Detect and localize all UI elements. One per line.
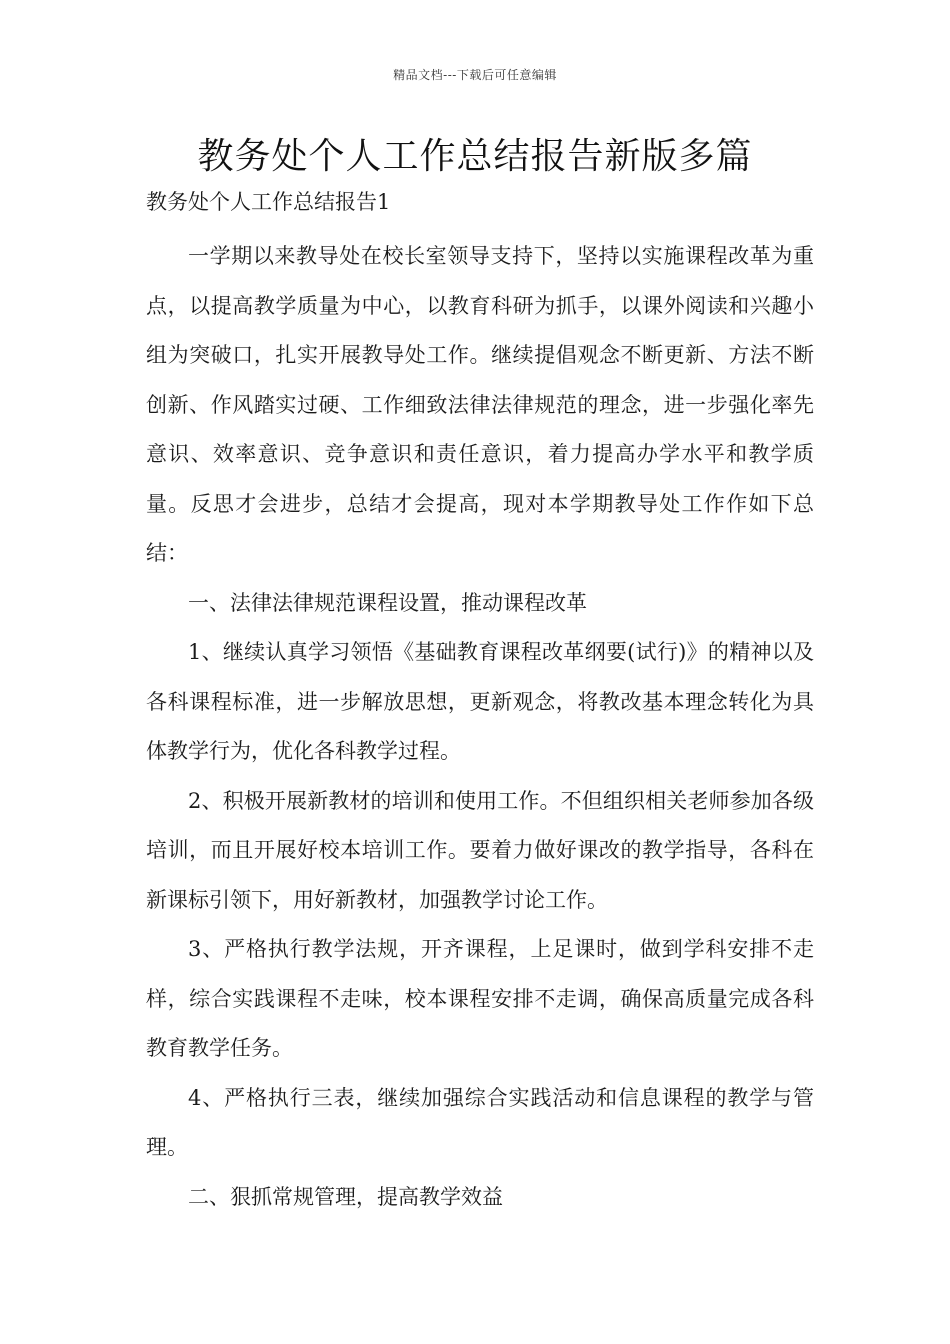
paragraph-item-4: 4、严格执行三表，继续加强综合实践活动和信息课程的教学与管理。 <box>146 1085 814 1159</box>
paragraph-item-3: 3、严格执行教学法规，开齐课程，上足课时，做到学科安排不走样，综合实践课程不走味，校本课程安排不走调，确保高质量完成各科教育教学任务。 <box>146 937 814 1060</box>
header-note: 精品文档---下载后可任意编辑 <box>393 68 557 82</box>
paragraph-item-1: 1、继续认真学习领悟《基础教育课程改革纲要(试行)》的精神以及各科课程标准，进一步解放思想，更新观念，将教改基本理念转化为具体教学行为，优化各科教学过程。 <box>146 640 814 763</box>
paragraph-item-2: 2、积极开展新教材的培训和使用工作。不但组织相关老师参加各级培训，而且开展好校本培训工作。要着力做好课改的教学指导，各科在新课标引领下，用好新教材，加强教学讨论工作。 <box>146 788 814 912</box>
section-heading-1: 一、法律法律规范课程设置，推动课程改革 <box>188 590 587 615</box>
section-subtitle: 教务处个人工作总结报告1 <box>146 190 391 214</box>
document-body <box>146 232 814 1222</box>
section-heading-2: 二、狠抓常规管理，提高教学效益 <box>188 1184 503 1209</box>
document-title: 教务处个人工作总结报告新版多篇 <box>197 136 753 177</box>
paragraph-intro: 一学期以来教导处在校长室领导支持下，坚持以实施课程改革为重点，以提高教学质量为中心，以教育科研为抓手，以课外阅读和兴趣小组为突破口，扎实开展教导处工作。继续提倡观念不断更新、方法不断创新、作风踏实过硬、工作细致法律法律规范的理念，进一步强化率先意识、效率意识、竞争意识和责任意识，着力提高办学水平和教学质量。反思才会进步，总结才会提高，现对本学期教导处工作作如下总结： <box>146 244 814 565</box>
